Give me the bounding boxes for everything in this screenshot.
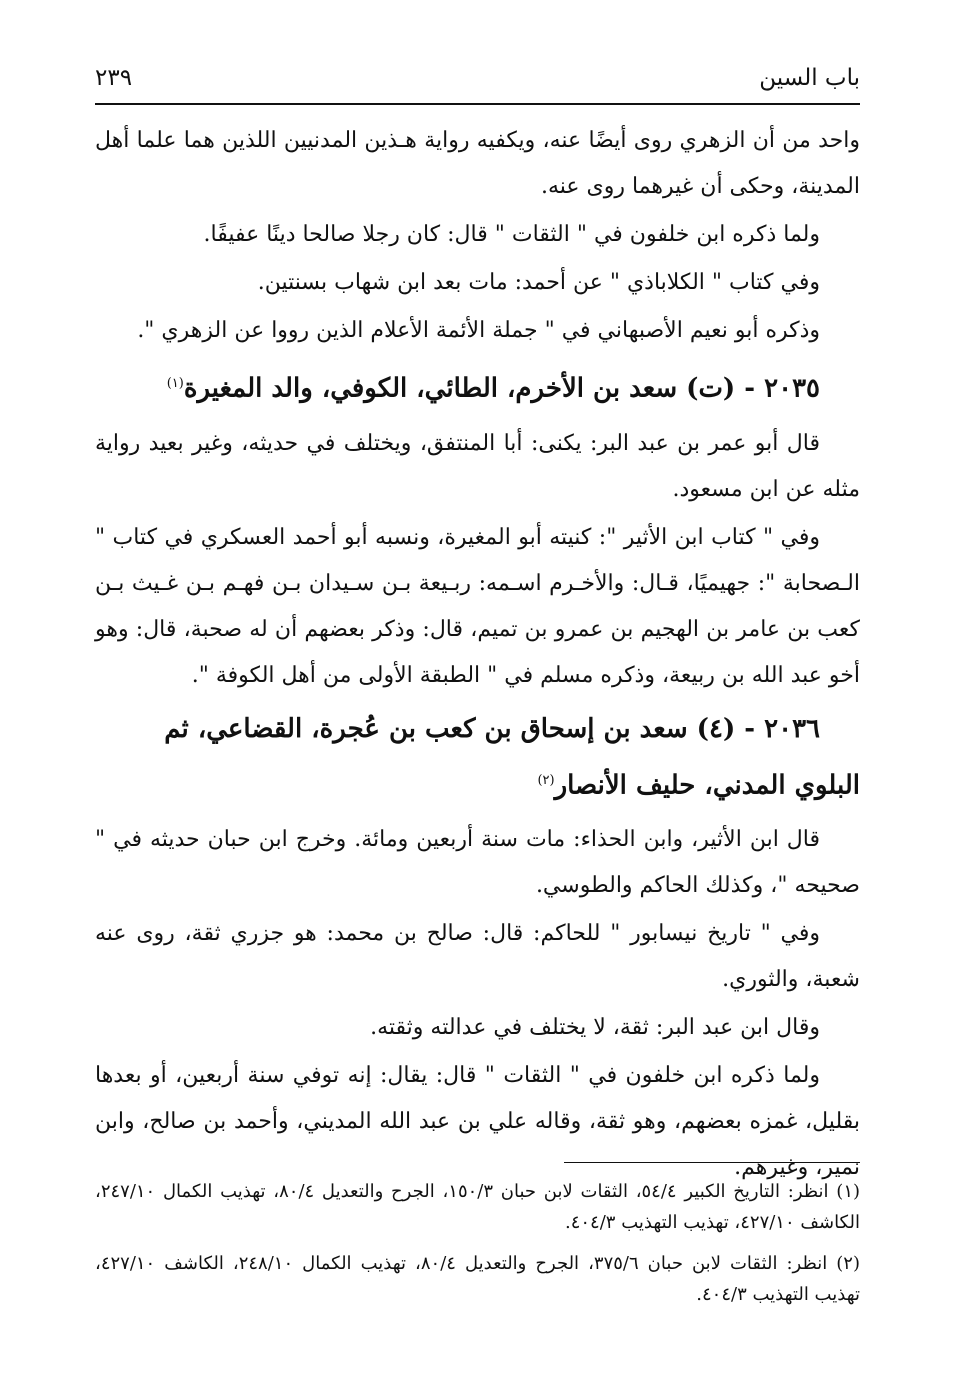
paragraph: قال ابن الأثير، وابن الحذاء: مات سنة أربعين ومائة. وخرج ابن حبان حديثه في " صحيحه "، وكذلك الحاكم والطوسي. [95, 827, 860, 899]
page-number: ٢٣٩ [95, 65, 133, 91]
paragraph: ولما ذكره ابن خلفون في " الثقات " قال: يقال: إنه توفي سنة أربعين، أو بعدها بقليل، غمزه بعضهم، وهو ثقة، وقاله علي بن عبد الله المديني، وأحمد بن صالح، وابن نمير، وغيرهم. [95, 1063, 860, 1181]
footnote-marker[interactable]: (١) [166, 376, 184, 391]
biography-entry-heading [95, 358, 860, 415]
header-rule [95, 103, 860, 105]
paragraph: واحد من أن الزهري روى أيضًا عنه، ويكفيه رواية هـذين المدنيين اللذين هما علما أهل المدينة، وحكى أن غيرهما روى عنه. [95, 128, 860, 199]
entry-title: ٢٠٣٦ - (٤) سعد بن إسحاق بن كعب بن عُجرة، القضاعي، ثم البلوي المدني، حليف الأنصار [164, 713, 860, 801]
running-header [95, 58, 860, 98]
footnote-marker[interactable]: (٢) [537, 772, 555, 788]
paragraph: وقال ابن عبد البر: ثقة، لا يختلف في عدالته وثقته. [370, 1015, 820, 1041]
footnote: (٢) انظر: الثقات لابن حبان ٣٧٥/٦، الجرح والتعديل ٨٠/٤، تهذيب الكمال ٢٤٨/١٠، الكاشف ٤٢٧/١٠، تهذيب التهذيب ٤٠٤/٣. [95, 1253, 860, 1305]
paragraph: وفي كتاب " الكلاباذي " عن أحمد: مات بعد ابن شهاب بسنتين. [257, 270, 820, 295]
footnote: (١) انظر: التاريخ الكبير ٥٤/٤، الثقات لابن حبان ١٥٠/٣، الجرح والتعديل ٨٠/٤، تهذيب الكمال ٢٤٧/١٠، الكاشف ٤٢٧/١٠، تهذيب التهذيب ٤٠٤/٣. [95, 1181, 861, 1233]
paragraph: وفي " تاريخ نيسابور " للحاكم: قال: صالح بن محمد: هو جزري ثقة، روى عنه شعبة، والثوري. [95, 921, 860, 993]
entry-title: ٢٠٣٥ - (ت) سعد بن الأخرم، الطائي، الكوفي، والد المغيرة [183, 373, 820, 404]
paragraph: وفي " كتاب ابن الأثير ": كنيته أبو المغيرة، ونسبه أبو أحمد العسكري في كتاب " الـصحابة ": جهيميًا، قـال: والأخـرم اسـمه: ربـيعة بـن سـيدان بـن فهـم بـن غـيث بـن كعب بن عامر بن الهجيم بن عمرو بن تميم، قال: وذكر بعضهم أن له صحبة، قال: وهو أخو عبد الله بن ربيعة، وذكره مسلم في " الطبقة الأولى من أهل الكوفة ". [95, 524, 860, 688]
biography-entry-heading [95, 703, 860, 812]
footnotes [95, 1176, 860, 1320]
section-title: باب السين [759, 65, 860, 91]
paragraph: ولما ذكره ابن خلفون في " الثقات " قال: كان رجلا صالحا دينًا عفيفًا. [203, 222, 820, 247]
main-text [95, 118, 860, 1193]
paragraph: وذكره أبو نعيم الأصبهاني في " جملة الأئمة الأعلام الذين رووا عن الزهري ". [137, 318, 820, 343]
footnote-separator [564, 1162, 860, 1163]
paragraph: قال أبو عمر بن عبد البر: يكنى: أبا المنتفق، ويختلف في حديثه، وغير بعيد رواية مثله عن ابن مسعود. [95, 430, 860, 502]
